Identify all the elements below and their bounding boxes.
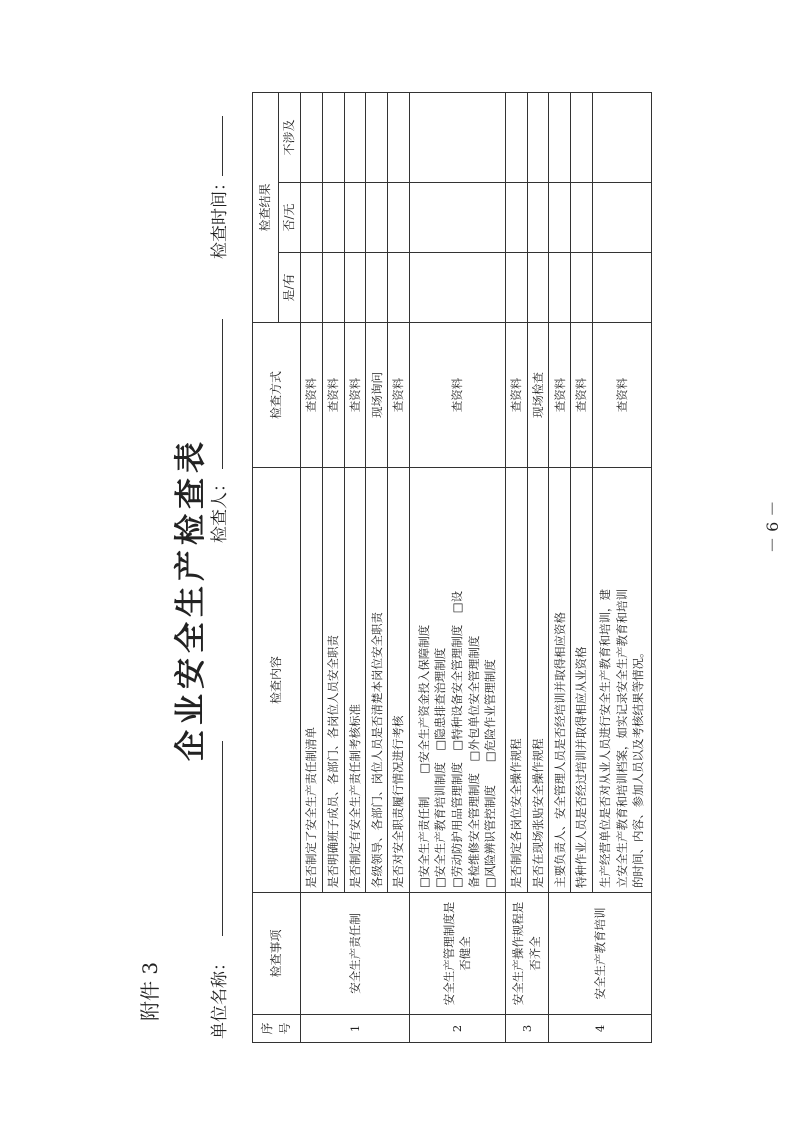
header-content: 检查内容 — [253, 468, 301, 893]
method-cell: 查资料 — [593, 323, 652, 468]
result-yes-cell[interactable] — [388, 253, 410, 323]
checkbox-line: □安全生产教育培训制度 □隐患排查治理制度 — [433, 647, 448, 888]
result-na-cell[interactable] — [527, 92, 549, 182]
header-result-yes: 是/有 — [279, 253, 301, 323]
result-no-cell[interactable] — [549, 183, 571, 253]
content-cell: 是否明确班子成员、各部门、各岗位人员安全职责 — [322, 468, 344, 893]
method-cell: 查资料 — [571, 323, 593, 468]
result-na-cell[interactable] — [388, 92, 410, 182]
result-no-cell[interactable] — [593, 183, 652, 253]
result-yes-cell[interactable] — [322, 253, 344, 323]
checkbox-line: 备检维修安全管理制度 □外包单位安全管理制度 — [466, 635, 481, 888]
method-cell: 现场检查 — [527, 323, 549, 468]
result-no-cell[interactable] — [344, 183, 366, 253]
inspector-field[interactable] — [222, 319, 223, 469]
content-cell: 主要负责人、安全管理人员是否经培训并取得相应资格 — [549, 468, 571, 893]
result-na-cell[interactable] — [301, 92, 323, 182]
result-yes-cell[interactable] — [571, 253, 593, 323]
method-cell: 现场询问 — [366, 323, 388, 468]
content-cell: 是否制定有安全生产责任制考核标准 — [344, 468, 366, 893]
result-yes-cell[interactable] — [527, 253, 549, 323]
result-na-cell[interactable] — [366, 92, 388, 182]
seq-cell: 1 — [301, 1015, 410, 1043]
checkbox-line: □风险辨识管控制度 □危险作业管理制度 — [483, 659, 498, 888]
method-cell: 查资料 — [505, 323, 527, 468]
result-na-cell[interactable] — [505, 92, 527, 182]
item-cell: 安全生产责任制 — [301, 893, 410, 1015]
header-method: 检查方式 — [253, 323, 301, 468]
result-yes-cell[interactable] — [593, 253, 652, 323]
method-cell: 查资料 — [388, 323, 410, 468]
result-yes-cell[interactable] — [366, 253, 388, 323]
content-line: 生产经营单位是否对从业人员进行安全生产教育和培训，建 — [598, 589, 613, 888]
item-cell: 安全生产操作规程是否齐全 — [505, 893, 549, 1015]
result-no-cell[interactable] — [527, 183, 549, 253]
result-na-cell[interactable] — [571, 92, 593, 182]
attachment-label: 附件 3 — [138, 961, 162, 1021]
seq-cell: 2 — [410, 1015, 506, 1043]
header-item: 检查事项 — [253, 893, 301, 1015]
header-result-no: 否/无 — [279, 183, 301, 253]
method-cell: 查资料 — [410, 323, 506, 468]
result-no-cell[interactable] — [388, 183, 410, 253]
method-cell: 查资料 — [344, 323, 366, 468]
table-row — [301, 92, 323, 1042]
content-cell: 是否制定各岗位安全操作规程 — [505, 468, 527, 893]
method-cell: 查资料 — [549, 323, 571, 468]
header-seq: 序号 — [253, 1015, 301, 1043]
result-na-cell[interactable] — [410, 92, 506, 182]
unit-name-label: 单位名称： — [210, 954, 230, 1039]
result-yes-cell[interactable] — [505, 253, 527, 323]
method-cell: 查资料 — [322, 323, 344, 468]
header-result: 检查结果 — [253, 92, 279, 322]
seq-cell: 3 — [505, 1015, 549, 1043]
content-cell: 是否在现场张贴安全操作规程 — [527, 468, 549, 893]
result-no-cell[interactable] — [301, 183, 323, 253]
content-cell — [593, 468, 652, 893]
content-cell: 特种作业人员是否经过培训并取得相应从业资格 — [571, 468, 593, 893]
result-na-cell[interactable] — [322, 92, 344, 182]
inspection-time-field[interactable] — [222, 116, 223, 176]
content-line: 的时间、内容、参加人员以及考核结果等情况。 — [631, 646, 646, 888]
content-cell — [410, 468, 506, 893]
result-na-cell[interactable] — [593, 92, 652, 182]
result-yes-cell[interactable] — [549, 253, 571, 323]
method-cell: 查资料 — [301, 323, 323, 468]
result-no-cell[interactable] — [571, 183, 593, 253]
content-cell: 各级领导、各部门、岗位人员是否清楚本岗位安全职责 — [366, 468, 388, 893]
seq-cell: 4 — [549, 1015, 652, 1043]
checkbox-line: □安全生产责任制 □安全生产资金投入保障制度 — [416, 624, 431, 888]
header-result-na: 不涉及 — [279, 92, 301, 182]
table-row — [410, 92, 506, 1042]
result-no-cell[interactable] — [505, 183, 527, 253]
unit-name-field[interactable] — [222, 741, 223, 936]
page-number: － 6 － — [763, 500, 782, 553]
inspection-table — [252, 92, 652, 1043]
result-no-cell[interactable] — [322, 183, 344, 253]
result-na-cell[interactable] — [549, 92, 571, 182]
inspector-label: 检查人： — [210, 475, 230, 543]
item-cell: 安全生产管理制度是否健全 — [410, 893, 506, 1015]
inspection-time-label: 检查时间： — [210, 174, 230, 259]
content-cell: 是否制定了安全生产责任制清单 — [301, 468, 323, 893]
result-na-cell[interactable] — [344, 92, 366, 182]
content-cell: 是否对安全职责履行情况进行考核 — [388, 468, 410, 893]
result-yes-cell[interactable] — [301, 253, 323, 323]
result-no-cell[interactable] — [410, 183, 506, 253]
table-row — [505, 92, 527, 1042]
item-cell: 安全生产教育培训 — [549, 893, 652, 1015]
table-row — [549, 92, 571, 1042]
result-no-cell[interactable] — [366, 183, 388, 253]
content-line: 立安全生产教育和培训档案，如实记录安全生产教育和培训 — [614, 589, 629, 888]
checkbox-line: □劳动防护用品管理制度 □特种设备安全管理制度 □设 — [450, 590, 465, 888]
page-title: 企业安全生产检查表 — [173, 437, 209, 761]
result-yes-cell[interactable] — [410, 253, 506, 323]
result-yes-cell[interactable] — [344, 253, 366, 323]
